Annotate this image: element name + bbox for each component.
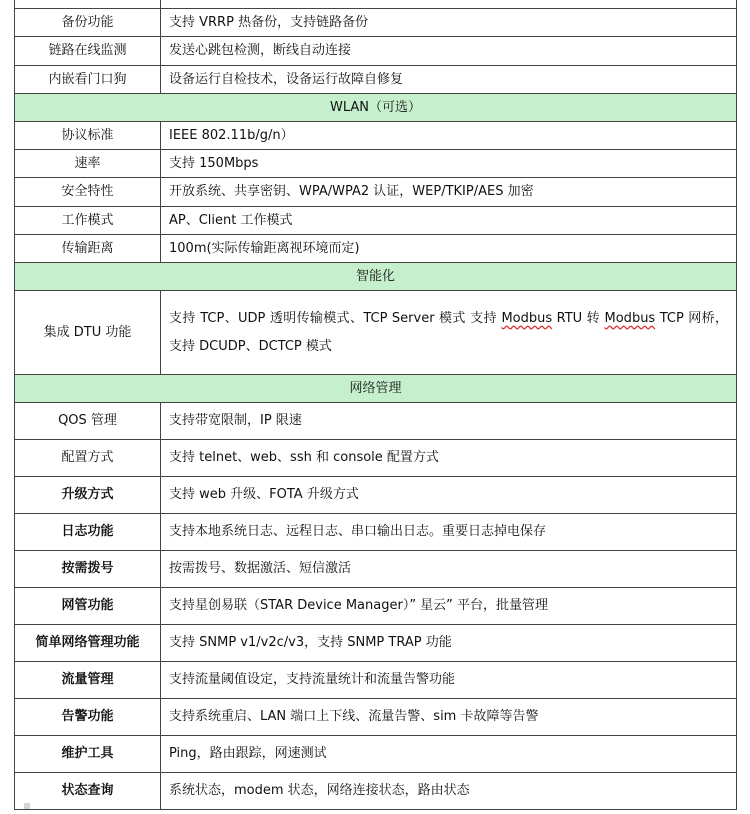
row-value: Ping，路由跟踪，网速测试 bbox=[161, 736, 737, 773]
table-row bbox=[15, 662, 737, 699]
row-key: 日志功能 bbox=[15, 514, 161, 551]
row-key: 链路在线监测 bbox=[15, 37, 161, 66]
row-value: 支持流量阈值设定，支持流量统计和流量告警功能 bbox=[161, 662, 737, 699]
row-key: 传输距离 bbox=[15, 235, 161, 263]
row-key bbox=[15, 0, 161, 9]
row-key: 集成 DTU 功能 bbox=[15, 291, 161, 375]
row-value: 支持 telnet、web、ssh 和 console 配置方式 bbox=[161, 440, 737, 477]
section-header: 智能化 bbox=[15, 263, 737, 291]
dtu-value-text: 支持 TCP、UDP 透明传输模式、TCP Server 模式 支持 Modbus RTU 转 Modbus TCP 网桥，支持 DCUDP、DCTCP 模式 bbox=[169, 310, 728, 354]
row-value: 支持 SNMP v1/v2c/v3，支持 SNMP TRAP 功能 bbox=[161, 625, 737, 662]
row-value: IEEE 802.11b/g/n） bbox=[161, 122, 737, 150]
page-corner-mark bbox=[24, 803, 30, 809]
row-value: 支持本地系统日志、远程日志、串口输出日志。重要日志掉电保存 bbox=[161, 514, 737, 551]
row-value bbox=[161, 291, 737, 375]
row-key: 维护工具 bbox=[15, 736, 161, 773]
spellcheck-mark: Modbus bbox=[501, 310, 553, 326]
table-row bbox=[15, 66, 737, 94]
section-header: 网络管理 bbox=[15, 375, 737, 403]
table-row bbox=[15, 625, 737, 662]
row-value bbox=[161, 0, 737, 9]
row-key: QOS 管理 bbox=[15, 403, 161, 440]
row-value: 100m(实际传输距离视环境而定) bbox=[161, 235, 737, 263]
row-key: 状态查询 bbox=[15, 773, 161, 810]
row-key: 流量管理 bbox=[15, 662, 161, 699]
section-header-row bbox=[15, 375, 737, 403]
row-value: 按需拨号、数据激活、短信激活 bbox=[161, 551, 737, 588]
table-row bbox=[15, 699, 737, 736]
section-header: WLAN（可选） bbox=[15, 94, 737, 122]
row-key: 速率 bbox=[15, 150, 161, 178]
table-row bbox=[15, 773, 737, 810]
row-value: AP、Client 工作模式 bbox=[161, 207, 737, 235]
row-key: 升级方式 bbox=[15, 477, 161, 514]
row-key: 告警功能 bbox=[15, 699, 161, 736]
row-value: 支持 web 升级、FOTA 升级方式 bbox=[161, 477, 737, 514]
row-value: 支持 VRRP 热备份，支持链路备份 bbox=[161, 9, 737, 37]
table-row bbox=[15, 178, 737, 207]
row-value: 支持带宽限制，IP 限速 bbox=[161, 403, 737, 440]
table-row bbox=[15, 736, 737, 773]
section-header-row bbox=[15, 94, 737, 122]
table-row bbox=[15, 291, 737, 375]
table-row bbox=[15, 403, 737, 440]
table-row bbox=[15, 9, 737, 37]
row-value: 发送心跳包检测，断线自动连接 bbox=[161, 37, 737, 66]
row-key: 协议标准 bbox=[15, 122, 161, 150]
row-value: 设备运行自检技术，设备运行故障自修复 bbox=[161, 66, 737, 94]
row-value: 开放系统、共享密钥、WPA/WPA2 认证，WEP/TKIP/AES 加密 bbox=[161, 178, 737, 207]
row-key: 配置方式 bbox=[15, 440, 161, 477]
table-row bbox=[15, 150, 737, 178]
row-key: 内嵌看门口狗 bbox=[15, 66, 161, 94]
row-key: 安全特性 bbox=[15, 178, 161, 207]
row-key: 网管功能 bbox=[15, 588, 161, 625]
table-row bbox=[15, 551, 737, 588]
row-value: 支持星创易联（STAR Device Manager）” 星云” 平台，批量管理 bbox=[161, 588, 737, 625]
row-value: 支持 150Mbps bbox=[161, 150, 737, 178]
table-row bbox=[15, 0, 737, 9]
spellcheck-mark: Modbus bbox=[604, 310, 656, 326]
table-row bbox=[15, 440, 737, 477]
row-key: 简单网络管理功能 bbox=[15, 625, 161, 662]
table-row bbox=[15, 588, 737, 625]
table-row bbox=[15, 207, 737, 235]
spec-table bbox=[14, 0, 737, 810]
table-row bbox=[15, 37, 737, 66]
row-value: 支持系统重启、LAN 端口上下线、流量告警、sim 卡故障等告警 bbox=[161, 699, 737, 736]
row-key: 按需拨号 bbox=[15, 551, 161, 588]
table-row bbox=[15, 514, 737, 551]
row-value: 系统状态，modem 状态，网络连接状态，路由状态 bbox=[161, 773, 737, 810]
section-header-row bbox=[15, 263, 737, 291]
row-key: 工作模式 bbox=[15, 207, 161, 235]
table-row bbox=[15, 122, 737, 150]
row-key: 备份功能 bbox=[15, 9, 161, 37]
table-row bbox=[15, 235, 737, 263]
table-row bbox=[15, 477, 737, 514]
